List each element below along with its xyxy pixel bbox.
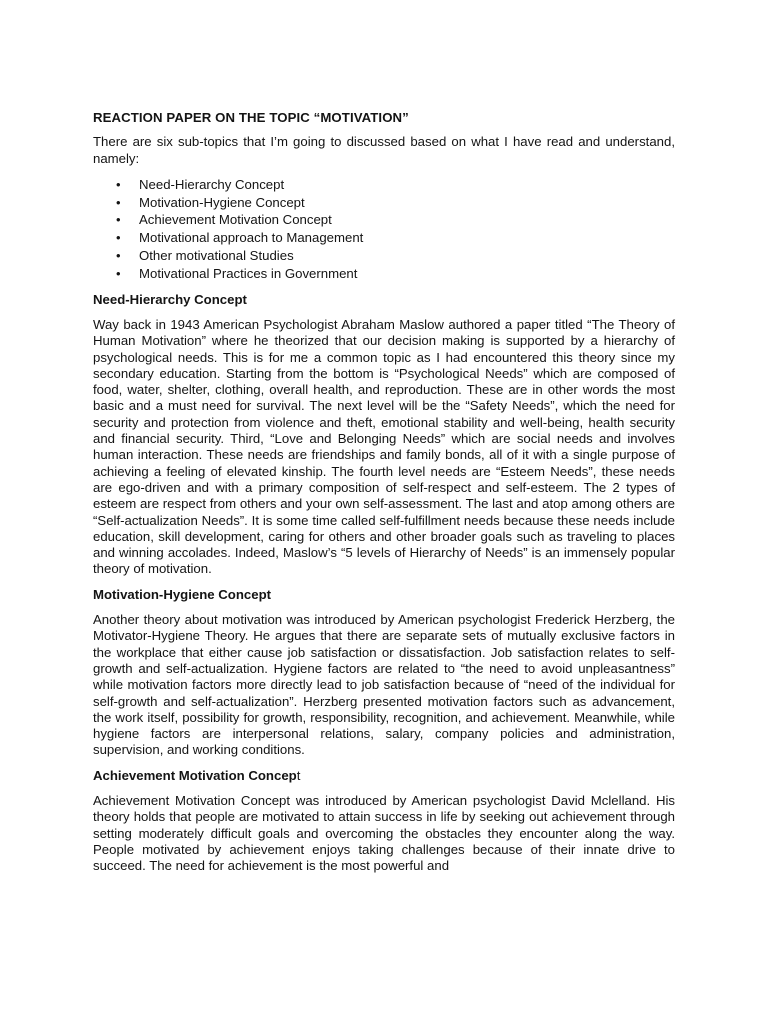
list-item: • Motivational Practices in Government bbox=[116, 265, 358, 281]
section-heading-text: Achievement Motivation Concep bbox=[93, 767, 297, 783]
list-item: • Achievement Motivation Concept bbox=[116, 212, 332, 228]
section-heading-achievement-motivation bbox=[93, 768, 675, 784]
intro-paragraph: There are six sub-topics that I’m going to discussed based on what I have read and understand, namely: bbox=[93, 134, 675, 166]
bullet-icon: • bbox=[116, 230, 121, 246]
section-body-achievement-motivation: Achievement Motivation Concept was introduced by American psychologist David Mclelland. His theory holds that people are motivated to attain success in life by seeking out achievement through setting moderately difficult goals and overcoming the obstacles they encounter along the way. People motivated by achievement enjoys taking challenges because of their innate drive to succeed. The need for achievement is the most powerful and bbox=[93, 792, 675, 874]
bullet-icon: • bbox=[116, 176, 121, 192]
section-body-need-hierarchy: Way back in 1943 American Psychologist Abraham Maslow authored a paper titled “The Theory of Human Motivation” where he theorized that our decision making is supported by a hierarchy of psychological needs. This is for me a common topic as I had encountered this theory since my secondary education. Starting from the bottom is “Psychological Needs” which are composed of food, water, shelter, clothing, overall health, and reproduction. These are in other words the most basic and a must need for survival. The next level will be the “Safety Needs”, which the need for security and protection from violence and theft, emotional stability and well-being, health security and financial security. Third, “Love and Belonging Needs” which are social needs and involves human interaction. These needs are friendships and family bonds, all of it with a single purpose of achieving a feeling of elevated kinship. The fourth level needs are “Esteem Needs”, these needs are ego-driven and with a primary composition of self-respect and self-esteem. The 2 types of esteem are respect from others and your own self-assessment. The last and atop among others are “Self-actualization Needs”. It is some time called self-fulfillment needs because these needs include education, skill development, caring for others and other broader goals such as traveling to places and winning accolades. Indeed, Maslow’s “5 levels of Hierarchy of Needs” is an immensely popular theory of motivation. bbox=[93, 316, 675, 577]
list-item: • Other motivational Studies bbox=[116, 248, 294, 264]
topics-list bbox=[93, 176, 675, 283]
list-item: • Need-Hierarchy Concept bbox=[116, 176, 285, 192]
section-heading-need-hierarchy: Need-Hierarchy Concept bbox=[93, 291, 247, 307]
list-item: • Motivation-Hygiene Concept bbox=[116, 194, 305, 210]
document-title: REACTION PAPER ON THE TOPIC “MOTIVATION” bbox=[93, 110, 409, 125]
bullet-icon: • bbox=[116, 212, 121, 228]
bullet-icon: • bbox=[116, 248, 121, 264]
list-item: • Motivational approach to Management bbox=[116, 230, 364, 246]
bullet-icon: • bbox=[116, 265, 121, 281]
section-heading-tail: t bbox=[296, 767, 301, 783]
section-body-motivation-hygiene: Another theory about motivation was introduced by American psychologist Frederick Herzberg, the Motivator-Hygiene Theory. He argues that there are separate sets of mutually exclusive factors in the workplace that either cause job satisfaction or dissatisfaction. Job satisfaction relates to self-growth and self-actualization. Hygiene factors are related to “the need to avoid unpleasantness” while motivation factors more directly lead to job satisfaction because of “need of the individual for self-growth and self-actualization”. Herzberg presented motivation factors such as advancement, the work itself, possibility for growth, responsibility, recognition, and achievement. Meanwhile, while hygiene factors are interpersonal relations, salary, company policies and administration, supervision, and working conditions. bbox=[93, 612, 675, 758]
document-page bbox=[93, 110, 675, 883]
section-heading-motivation-hygiene: Motivation-Hygiene Concept bbox=[93, 586, 272, 602]
bullet-icon: • bbox=[116, 194, 121, 210]
